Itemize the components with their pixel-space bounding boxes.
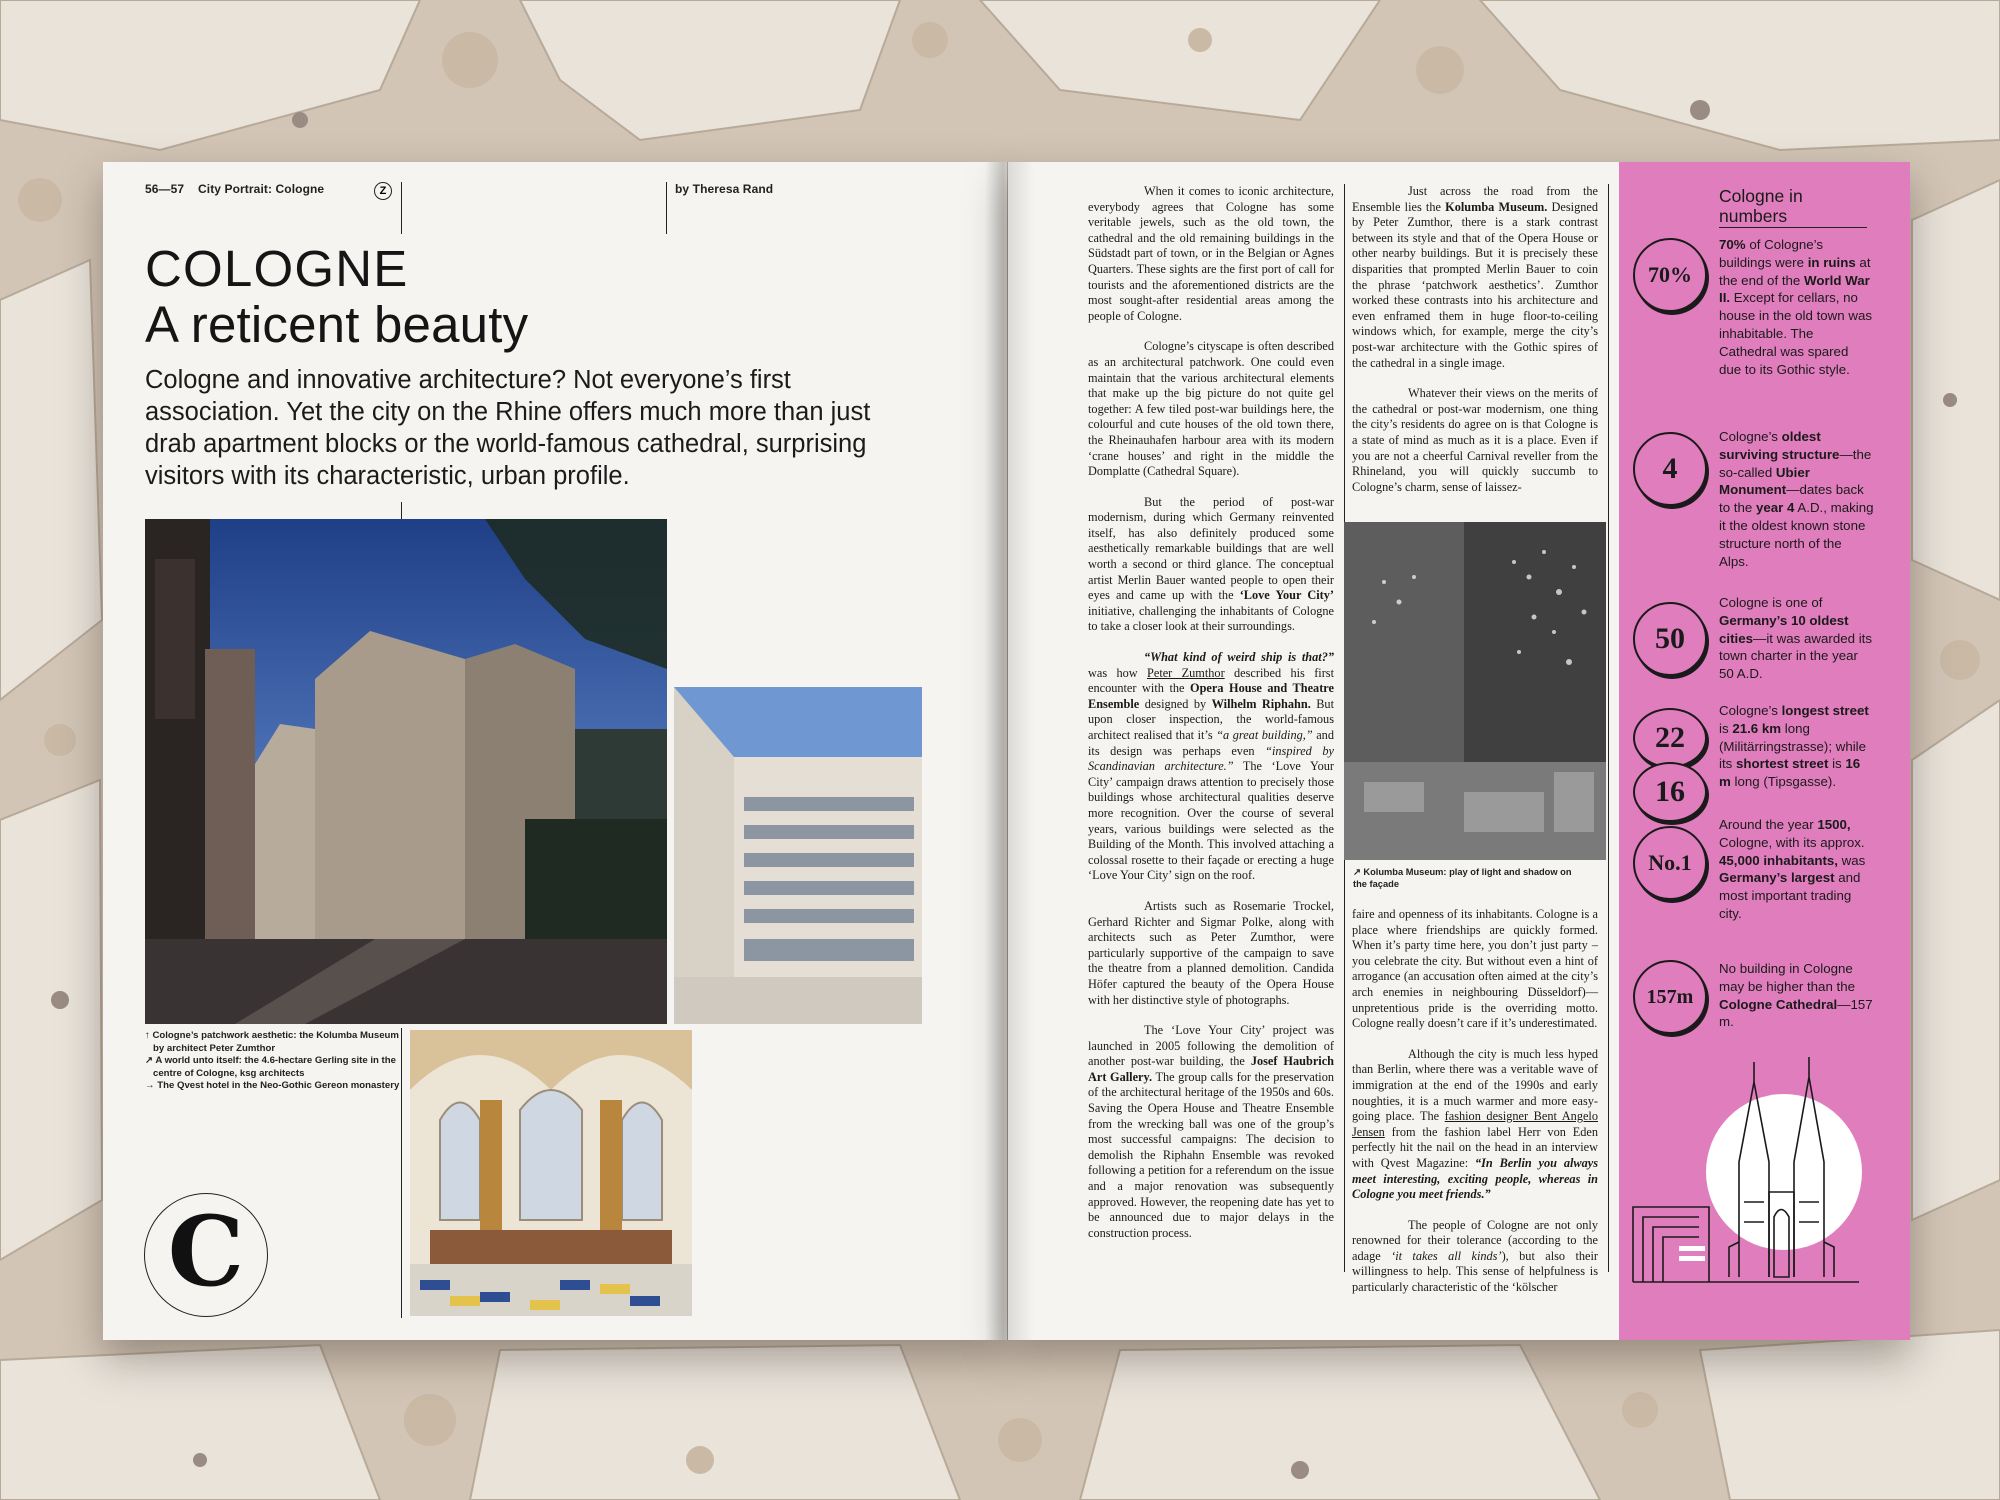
cologne-c-logo: C bbox=[144, 1193, 268, 1317]
cologne-in-numbers-sidebar bbox=[1619, 162, 1910, 1340]
text-column-1 bbox=[1088, 184, 1334, 1256]
cologne-cathedral-icon bbox=[1619, 1042, 1910, 1340]
left-page bbox=[103, 162, 1007, 1340]
headline-city: COLOGNE bbox=[145, 240, 409, 297]
photo-captions bbox=[145, 1030, 405, 1093]
stat-badge: 50 bbox=[1633, 602, 1707, 676]
paragraph: The people of Cologne are not only renowned for their tolerance (according to the adage ‘it takes all kinds’), but also their willingness to help. This sense of helpfulness is particularly characteristic of the ‘kölscher bbox=[1352, 1217, 1599, 1295]
column-rule bbox=[1608, 184, 1609, 1272]
stat-text: 70% of Cologne’s buildings were in ruins at the end of the World War II. Except for cellars, no house in the old town was inhabitable. The Cathedral was spared due to its Gothic style. bbox=[1719, 237, 1873, 377]
kolumba-museum-photo bbox=[145, 519, 667, 1024]
text-column-2 bbox=[1352, 184, 1598, 510]
paragraph: Cologne’s cityscape is often described as an architectural patchwork. One could even maintain that the various architectural elements that make up the big picture do not quite gel together: A few tiled post-war buildings here, the colourful and cute houses of the old town there, the Rheinauhafen harbour area with its modern ‘crane houses’ and right in the middle the Domplatte (Cathedral Square). bbox=[1088, 339, 1334, 479]
stat-text: Around the year 1500, Cologne, with its approx. 45,000 inhabitants, was Germany’s largest and most important trading city. bbox=[1719, 817, 1866, 921]
paragraph: “What kind of weird ship is that?” was how Peter Zumthor described his first encounter with the Opera House and Theatre Ensemble designed by Wilhelm Riphahn. But upon closer inspection, the world-famous architect realised that it’s “a great building,” and its design was perhaps even “inspired by Scandinavian architecture.” The ‘Love Your City’ campaign draws attention to precisely those buildings whose architectural qualities deserve more recognition. Over the course of several years, various buildings were selected as the Building of the Month. This involved attaching a colossal rosette to their façade or erecting a huge ‘Love Your City’ sign on the roof. bbox=[1088, 650, 1335, 883]
stat-badge: No.1 bbox=[1633, 826, 1707, 900]
intro-paragraph: Cologne and innovative architecture? Not everyone’s first association. Yet the city on the Rhine offers much more than just drab apartment blocks or the world-famous cathedral, surprising visitors with its characteristic, urban profile. bbox=[145, 366, 871, 490]
headline-subtitle: A reticent beauty bbox=[145, 296, 529, 353]
page-numbers: 56—57 bbox=[145, 182, 185, 196]
stat-badge: 22 bbox=[1633, 708, 1707, 768]
paragraph: Just across the road from the Ensemble lies the Kolumba Museum. Designed by Peter Zumthor, there is a stark contrast between its style and that of the Opera House or other nearby buildings. But it is precisely these disparities that prompted Merlin Bauer to coin the phrase ‘patchwork aesthetics’. Zumthor worked these contrasts into his architecture and even enframed them in huge floor-to-ceiling windows which, for example, merge the city’s post-war architecture with the Gothic spires of the cathedral in a single image. bbox=[1352, 184, 1598, 370]
stat-badge: 4 bbox=[1633, 432, 1707, 506]
caption-item: ↑ Cologne’s patchwork aesthetic: the Kolumba Museum by architect Peter Zumthor bbox=[145, 1030, 399, 1054]
paragraph: The ‘Love Your City’ project was launched in 2005 following the demolition of another post-war building, the Josef Haubrich Art Gallery. The group calls for the preservation of the architectural heritage of the 1950s and 60s. Saving the Opera House and Theatre Ensemble from the wrecking ball was one of the group’s most successful campaigns: The decision to demolish the Riphahn Ensemble was revoked following a petition for a referendum on the issue and a major renovation was subsequently approved. However, the reopening date has yet to be announced due to major delays in the construction process. bbox=[1088, 1023, 1335, 1240]
caption-item: ↗ A world unto itself: the 4.6-hectare Gerling site in the centre of Cologne, ksg architects bbox=[145, 1055, 396, 1079]
text-column-2-continued bbox=[1352, 907, 1598, 1311]
paragraph: When it comes to iconic architecture, everybody agrees that Cologne has some veritable jewels, such as the old town, the cathedral and the old remaining buildings in the Südstadt part of town, or in the Belgian or Agnes Quarters. These sights are the first port of call for tourists and the aforementioned districts are the most sought-after residential areas among the people of Cologne. bbox=[1088, 184, 1334, 323]
paragraph: But the period of post-war modernism, during which Germany reinvented itself, has also definitely produced some aesthetically remarkable buildings that are well worth a second or third glance. The conceptual artist Merlin Bauer wanted people to open their eyes and came up with the ‘Love Your City’ initiative, challenging the inhabitants of Cologne to take a closer look at their surroundings. bbox=[1088, 494, 1334, 634]
stat-badge-secondary: 16 bbox=[1633, 762, 1707, 822]
qvest-hotel-photo bbox=[410, 1030, 692, 1316]
gerling-site-photo bbox=[674, 687, 922, 1024]
column-rule bbox=[666, 182, 667, 234]
kolumba-caption: ↗ Kolumba Museum: play of light and shadow on the façade bbox=[1353, 867, 1572, 889]
paragraph: faire and openness of its inhabitants. Cologne is a place where friendships are quickly formed. When it’s party time here, you don’t just party – you celebrate the city. But without even a hint of arrogance (an accusation often aimed at the city’s arch enemies in neighbouring Düsseldorf)—unpretentious pride is the overriding motto. Cologne really doesn’t care if it’s underestimated. bbox=[1352, 907, 1598, 1031]
sidebar-title: Cologne in numbers bbox=[1719, 186, 1867, 228]
stat-text: Cologne’s oldest surviving structure—the so-called Ubier Monument—dates back to the year 4 A.D., making it the oldest known stone structure north of the Alps. bbox=[1719, 429, 1874, 569]
column-rule bbox=[401, 182, 402, 234]
caption-item: → The Qvest hotel in the Neo-Gothic Gereon monastery bbox=[145, 1080, 400, 1091]
stat-badge: 70% bbox=[1633, 238, 1707, 312]
kolumba-interior-photo bbox=[1344, 522, 1606, 860]
paragraph: Although the city is much less hyped than Berlin, where there was a veritable wave of immigration at the end of the 1990s and early noughties, it is a much warmer and more easy-going place. The fashion designer Bent Angelo Jensen from the fashion label Herr von Eden perfectly hit the nail on the head in an interview with Qvest Magazine: “In Berlin you always meet interesting, exciting people, whereas in Cologne you meet friends.” bbox=[1352, 1046, 1599, 1202]
paragraph: Whatever their views on the merits of the cathedral or post-war modernism, one thing the city’s residents do agree on is that Cologne is a state of mind as much as it is a place. Even if you are not a cheerful Carnival reveller from the Rhineland, you will quickly succumb to Cologne’s charm, sense of laissez- bbox=[1352, 386, 1598, 494]
right-page bbox=[1008, 162, 1910, 1340]
magazine-mark-icon: Z bbox=[374, 182, 392, 200]
stat-badge: 157m bbox=[1633, 960, 1707, 1034]
paragraph: Artists such as Rosemarie Trockel, Gerhard Richter and Sigmar Polke, along with architects such as Peter Zumthor, were particularly supportive of the campaign to save the theatre from a planned demolition. Candida Höfer captured the beauty of the Opera House with her distinctive style of photographs. bbox=[1088, 898, 1334, 1007]
byline: by Theresa Rand bbox=[675, 182, 774, 196]
section-title: City Portrait: Cologne bbox=[198, 182, 325, 196]
stat-text: No building in Cologne may be higher than the Cologne Cathedral—157 m. bbox=[1719, 961, 1873, 1030]
stat-text: Cologne’s longest street is 21.6 km long (Militärringstrasse); while its shortest street is 16 m long (Tipsgasse). bbox=[1719, 703, 1869, 790]
stat-text: Cologne is one of Germany’s 10 oldest cities—it was awarded its town charter in the year 50 A.D. bbox=[1719, 595, 1872, 682]
